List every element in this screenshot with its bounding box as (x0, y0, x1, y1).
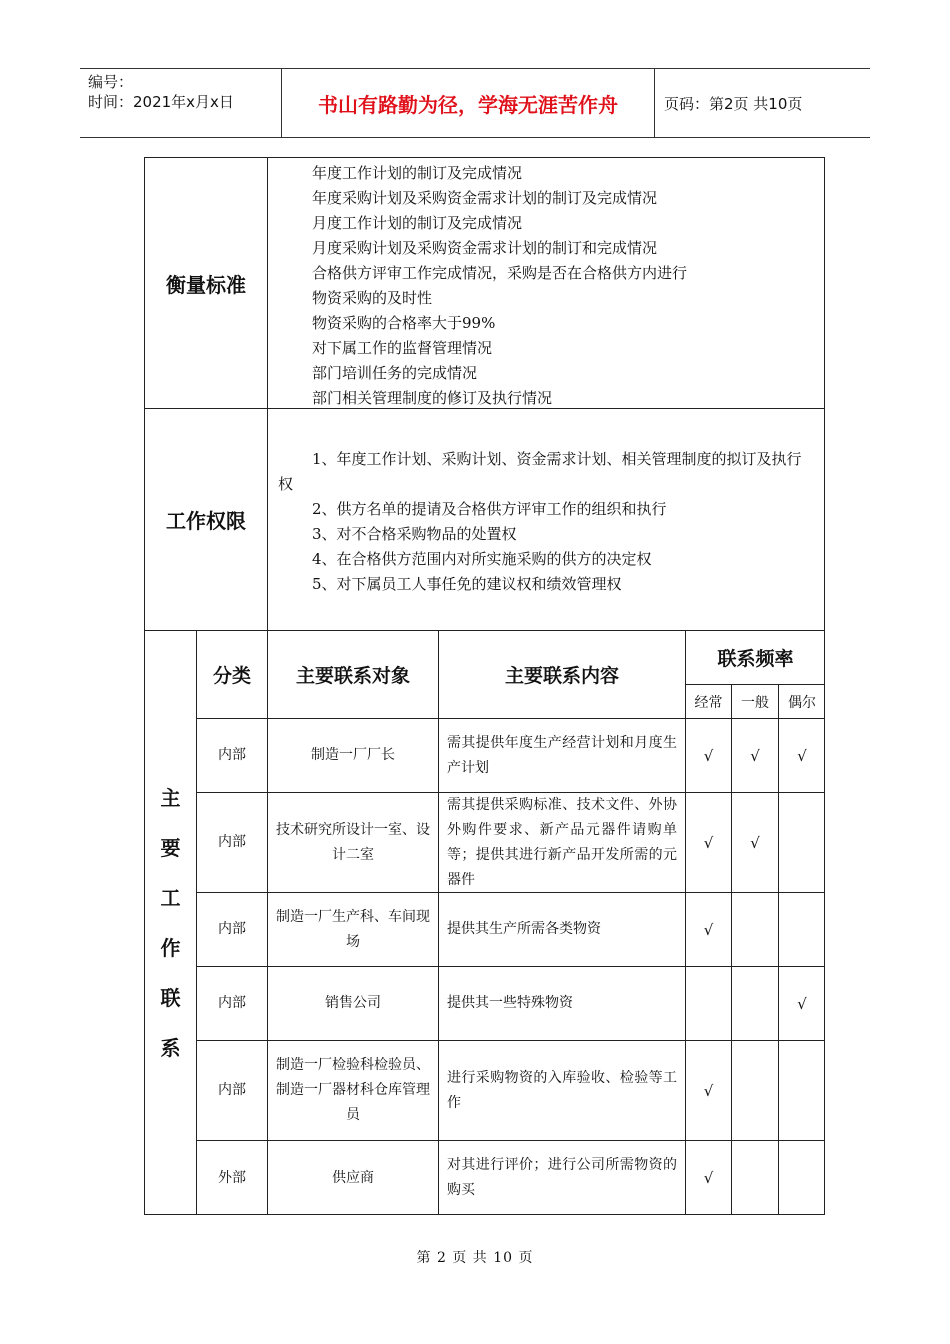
header-motto: 书山有路勤为径，学海无涯苦作舟 (282, 69, 655, 137)
row-category: 内部 (197, 793, 268, 893)
relations-side-char: 工 (160, 886, 181, 910)
row-content: 对其进行评价；进行公司所需物资的购买 (439, 1141, 686, 1215)
relations-side-char: 作 (160, 936, 181, 960)
standards-item: 合格供方评审工作完成情况，采购是否在合格供方内进行 (312, 264, 688, 282)
page-header (80, 68, 870, 138)
row-content: 需其提供年度生产经营计划和月度生产计划 (439, 719, 686, 793)
standards-item: 月度采购计划及采购资金需求计划的制订和完成情况 (312, 239, 658, 257)
row-category: 内部 (197, 893, 268, 967)
standards-item: 对下属工作的监督管理情况 (312, 339, 493, 357)
relations-side-label (145, 631, 197, 1215)
standards-item: 年度工作计划的制订及完成情况 (312, 164, 523, 182)
authority-item: 4、在合格供方范围内对所实施采购的供方的决定权 (312, 550, 652, 568)
row-normal-check (732, 1141, 779, 1215)
row-normal-check: √ (732, 793, 779, 893)
authority-item: 3、对不合格采购物品的处置权 (312, 525, 517, 543)
header-page-info: 页码：第2页 共10页 (664, 94, 803, 113)
row-target: 制造一厂生产科、车间现场 (268, 893, 439, 967)
standards-item: 年度采购计划及采购资金需求计划的制订及完成情况 (312, 189, 658, 207)
page-footer: 第 2 页 共 10 页 (416, 1250, 534, 1266)
row-often-check (686, 967, 732, 1041)
row-normal-check (732, 893, 779, 967)
row-category: 内部 (197, 719, 268, 793)
standards-cell (268, 158, 825, 409)
authority-item: 2、供方名单的提请及合格供方评审工作的组织和执行 (312, 500, 667, 518)
row-target: 制造一厂厂长 (268, 719, 439, 793)
col-header-rare: 偶尔 (779, 685, 825, 719)
authority-item: 5、对下属员工人事任免的建议权和绩效管理权 (312, 575, 622, 593)
row-target-line: 制造一厂器材科仓库管理员 (276, 1082, 430, 1123)
row-target (268, 1041, 439, 1141)
row-category: 外部 (197, 1141, 268, 1215)
row-content: 提供其一些特殊物资 (439, 967, 686, 1041)
col-header-normal: 一般 (732, 685, 779, 719)
row-rare-check (779, 793, 825, 893)
col-header-content: 主要联系内容 (439, 631, 686, 719)
header-meta (80, 69, 282, 137)
authority-cell (268, 409, 825, 631)
date-line: 时间：2021年x月x日 (88, 93, 234, 111)
row-often-check: √ (686, 893, 732, 967)
standards-item: 物资采购的合格率大于99% (312, 314, 496, 332)
row-target-line: 制造一厂检验科检验员、 (276, 1057, 430, 1073)
authority-label: 工作权限 (145, 409, 268, 631)
row-target: 技术研究所设计一室、设计二室 (268, 793, 439, 893)
row-rare-check: √ (779, 967, 825, 1041)
col-header-target: 主要联系对象 (268, 631, 439, 719)
row-often-check: √ (686, 1041, 732, 1141)
row-content: 需其提供采购标准、技术文件、外协外购件要求、新产品元器件请购单等；提供其进行新产品开发所需的元器件 (439, 793, 686, 893)
row-content: 提供其生产所需各类物资 (439, 893, 686, 967)
standards-item: 部门培训任务的完成情况 (312, 364, 478, 382)
col-header-often: 经常 (686, 685, 732, 719)
standards-label: 衡量标准 (145, 158, 268, 409)
standards-list (312, 161, 687, 411)
col-header-frequency: 联系频率 (686, 631, 825, 685)
row-often-check: √ (686, 1141, 732, 1215)
relations-side-char: 主 (160, 786, 181, 810)
row-normal-check: √ (732, 719, 779, 793)
row-content: 进行采购物资的入库验收、检验等工作 (439, 1041, 686, 1141)
standards-item: 月度工作计划的制订及完成情况 (312, 214, 523, 232)
row-normal-check (732, 967, 779, 1041)
standards-item: 部门相关管理制度的修订及执行情况 (312, 389, 553, 407)
row-rare-check (779, 1141, 825, 1215)
row-rare-check (779, 1041, 825, 1141)
row-rare-check (779, 893, 825, 967)
authority-item: 1、年度工作计划、采购计划、资金需求计划、相关管理制度的拟订及执行权 (278, 450, 802, 493)
row-category: 内部 (197, 1041, 268, 1141)
relations-side-char: 要 (160, 836, 181, 860)
col-header-category: 分类 (197, 631, 268, 719)
row-target: 销售公司 (268, 967, 439, 1041)
row-normal-check (732, 1041, 779, 1141)
row-often-check: √ (686, 719, 732, 793)
job-description-table (144, 157, 825, 1215)
relations-side-char: 联 (160, 986, 181, 1010)
row-category: 内部 (197, 967, 268, 1041)
relations-side-char: 系 (160, 1036, 181, 1060)
code-label: 编号： (88, 73, 134, 91)
row-rare-check: √ (779, 719, 825, 793)
standards-item: 物资采购的及时性 (312, 289, 433, 307)
authority-list (278, 447, 816, 597)
row-target: 供应商 (268, 1141, 439, 1215)
row-often-check: √ (686, 793, 732, 893)
